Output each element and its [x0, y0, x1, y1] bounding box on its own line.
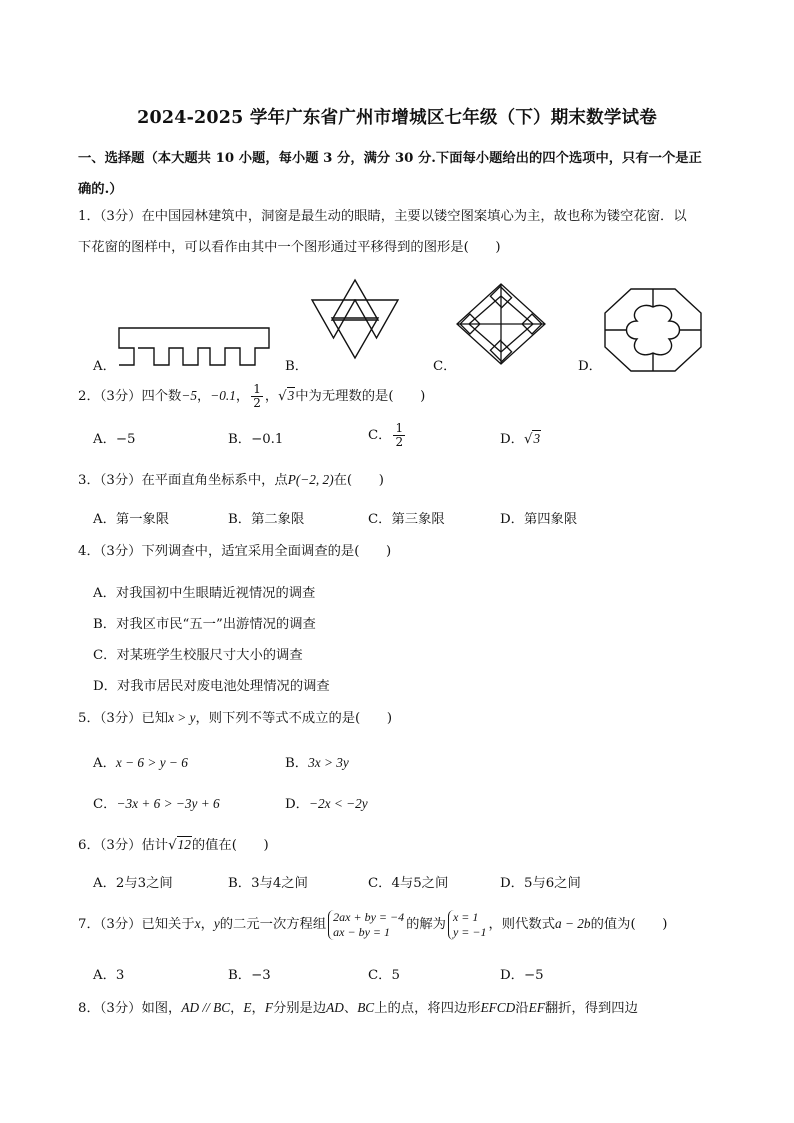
q1-figure-c — [455, 282, 547, 366]
q3-point: P(−2, 2) — [287, 472, 334, 487]
q7-option-b: B．−3 — [228, 968, 271, 983]
q1-figure-a — [116, 318, 272, 370]
question-7: 7．（3分）已知关于x，y的二元一次方程组 2ax + by = −4 ax − by = 1 的解为 x = 1 y = −1 ，则代数式a − 2b的值为( ) — [78, 909, 668, 939]
q2-text-suffix: 中为无理数的是( ) — [295, 389, 426, 404]
q2-number-2: −0.1 — [210, 388, 236, 403]
q1-figure-b — [310, 278, 400, 360]
q6-option-b: B．3与4之间 — [228, 876, 308, 891]
q6-option-a: A．2与3之间 — [93, 876, 173, 891]
q6-option-d: D．5与6之间 — [500, 876, 581, 891]
q3-option-d: D．第四象限 — [500, 512, 578, 527]
q2-number-1: −5 — [181, 388, 197, 403]
q5-condition: x > y — [168, 710, 196, 725]
q5-option-d: D．−2x < −2y — [285, 796, 368, 812]
question-1-line2: 下花窗的图样中，可以看作由其中一个图形通过平移得到的图形是( ) — [78, 240, 501, 255]
q6-option-c: C．4与5之间 — [368, 876, 449, 891]
q1-option-b-label: B． — [285, 359, 309, 374]
q2-option-b: B．−0.1 — [228, 432, 284, 447]
question-6: 6．（3分）估计√12的值在( ) — [78, 829, 728, 861]
question-1 — [78, 201, 728, 263]
section-header-line1: 一、选择题（本大题共 10 小题，每小题 3 分，满分 30 分.下面每小题给出的四个选项中，只有一个是正 — [78, 151, 702, 166]
q2-fraction: $\frac{1}{2}$ — [253, 382, 261, 410]
question-3: 3．（3分）在平面直角坐标系中，点P(−2, 2)在( ) — [78, 472, 384, 488]
q3-option-b: B．第二象限 — [228, 512, 305, 527]
q2-text-prefix: 2．（3分）四个数 — [78, 389, 182, 404]
question-1-line1: 1．（3分）在中国园林建筑中，洞窗是最生动的眼睛，主要以镂空图案填心为主，故也称为镂空花窗．以 — [78, 209, 687, 224]
q1-option-c-label: C． — [433, 359, 457, 374]
q1-option-d-label: D． — [578, 359, 602, 374]
q3-option-a: A．第一象限 — [93, 512, 170, 527]
q4-option-a: A．对我国初中生眼睛近视情况的调查 — [93, 586, 316, 601]
q7-solution: x = 1 y = −1 — [448, 910, 487, 940]
question-5: 5．（3分）已知x > y，则下列不等式不成立的是( ) — [78, 710, 393, 726]
question-8: 8．（3分）如图，AD // BC，E，F分别是边AD、BC上的点，将四边形EFCD沿EF翻折，得到四边 — [78, 1000, 638, 1016]
q2-option-d: D．√3 — [500, 431, 541, 447]
q7-option-d: D．−5 — [500, 968, 544, 983]
question-2: 2．（3分）四个数−5，−0.1， $\frac{1}{2}$ ，√3中为无理数的是( ) — [78, 382, 426, 410]
q5-option-b: B．3x > 3y — [285, 755, 349, 771]
section-header — [78, 143, 718, 205]
q1-figure-d — [603, 287, 703, 373]
q4-option-d: D．对我市居民对废电池处理情况的调查 — [93, 679, 330, 694]
q3-option-c: C．第三象限 — [368, 512, 445, 527]
q5-option-a: A．x − 6 > y − 6 — [93, 755, 188, 771]
q2-option-c: C． $\frac{1}{2}$ — [368, 421, 404, 449]
q1-option-a-label: A． — [93, 359, 116, 374]
q7-option-a: A．3 — [93, 968, 125, 983]
q4-option-c: C．对某班学生校服尺寸大小的调查 — [93, 648, 303, 663]
q5-option-c: C．−3x + 6 > −3y + 6 — [93, 796, 220, 812]
q7-system: 2ax + by = −4 ax − by = 1 — [328, 910, 404, 940]
q4-option-b: B．对我区市民“五一”出游情况的调查 — [93, 617, 316, 632]
section-header-line2: 确的.） — [78, 182, 123, 197]
q2-sqrt: √3 — [278, 388, 295, 404]
page-title: 2024-2025 学年广东省广州市增城区七年级（下）期末数学试卷 — [137, 108, 657, 128]
question-4: 4．（3分）下列调查中，适宜采用全面调查的是( ) — [78, 544, 392, 559]
q2-option-a: A．−5 — [93, 432, 136, 447]
q6-sqrt: √12 — [168, 837, 191, 853]
q7-option-c: C．5 — [368, 968, 400, 983]
